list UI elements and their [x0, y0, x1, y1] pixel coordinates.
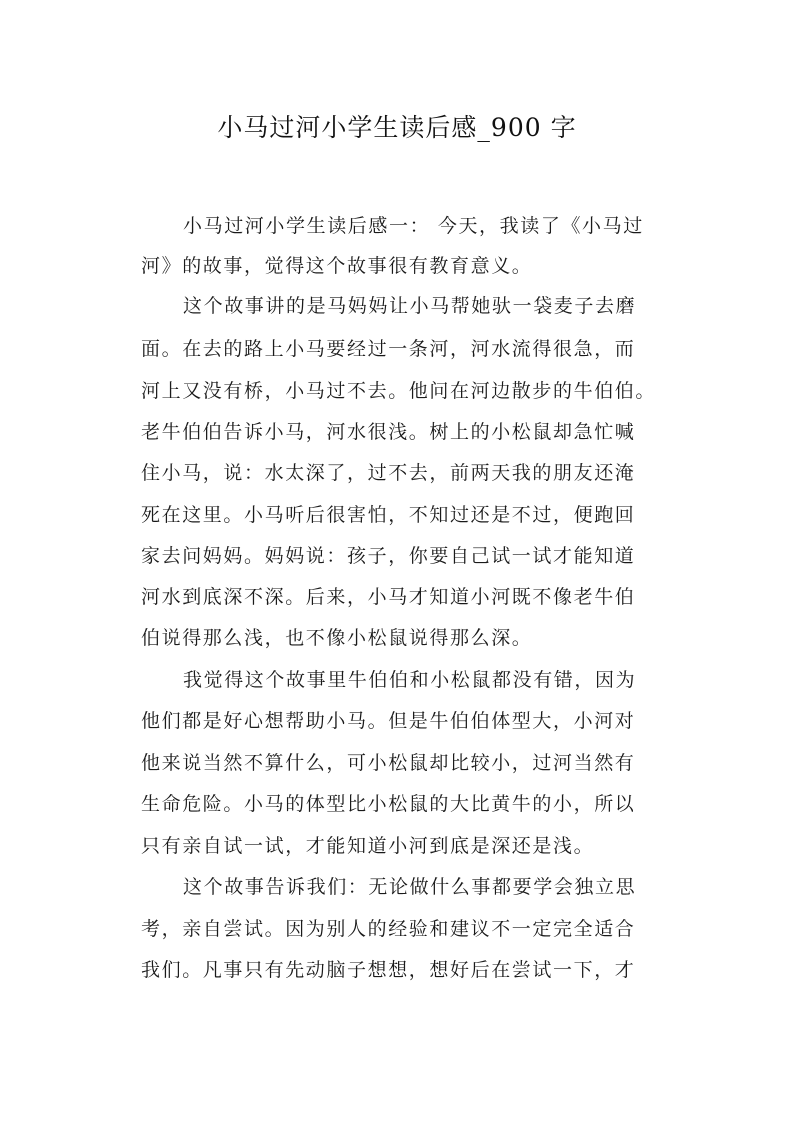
text-line: 伯说得那么浅，也不像小松鼠说得那么深。: [141, 627, 533, 649]
text-line: 小马过河小学生读后感一： 今天，我读了《小马过: [183, 215, 644, 237]
text-line: 他来说当然不算什么，可小松鼠却比较小，过河当然有: [141, 752, 636, 774]
text-line: 他们都是好心想帮助小马。但是牛伯伯体型大，小河对: [141, 710, 636, 732]
text-line: 考，亲自尝试。因为别人的经验和建议不一定完全适合: [141, 918, 636, 940]
text-line: 我们。凡事只有先动脑子想想，想好后在尝试一下，才: [141, 959, 636, 981]
text-line: 我觉得这个故事里牛伯伯和小松鼠都没有错，因为: [183, 669, 637, 691]
text-line: 这个故事讲的是马妈妈让小马帮她驮一袋麦子去磨: [183, 295, 637, 317]
text-line: 老牛伯伯告诉小马，河水很浅。树上的小松鼠却急忙喊: [141, 421, 636, 443]
text-line: 面。在去的路上小马要经过一条河，河水流得很急，而: [141, 338, 636, 360]
text-line: 只有亲自试一试，才能知道小河到底是深还是浅。: [141, 835, 595, 857]
document-title: 小马过河小学生读后感_900 字: [217, 113, 577, 142]
text-line: 河》的故事，觉得这个故事很有教育意义。: [141, 255, 533, 277]
text-line: 这个故事告诉我们：无论做什么事都要学会独立思: [183, 876, 637, 898]
text-line: 河上又没有桥，小马过不去。他问在河边散步的牛伯伯。: [141, 380, 657, 402]
text-line: 生命危险。小马的体型比小松鼠的大比黄牛的小，所以: [141, 793, 636, 815]
text-line: 家去问妈妈。妈妈说：孩子，你要自己试一试才能知道: [141, 545, 636, 567]
text-line: 河水到底深不深。后来，小马才知道小河既不像老牛伯: [141, 586, 636, 608]
text-line: 死在这里。小马听后很害怕，不知过还是不过，便跑回: [141, 504, 636, 526]
text-line: 住小马，说：水太深了，过不去，前两天我的朋友还淹: [141, 462, 636, 484]
